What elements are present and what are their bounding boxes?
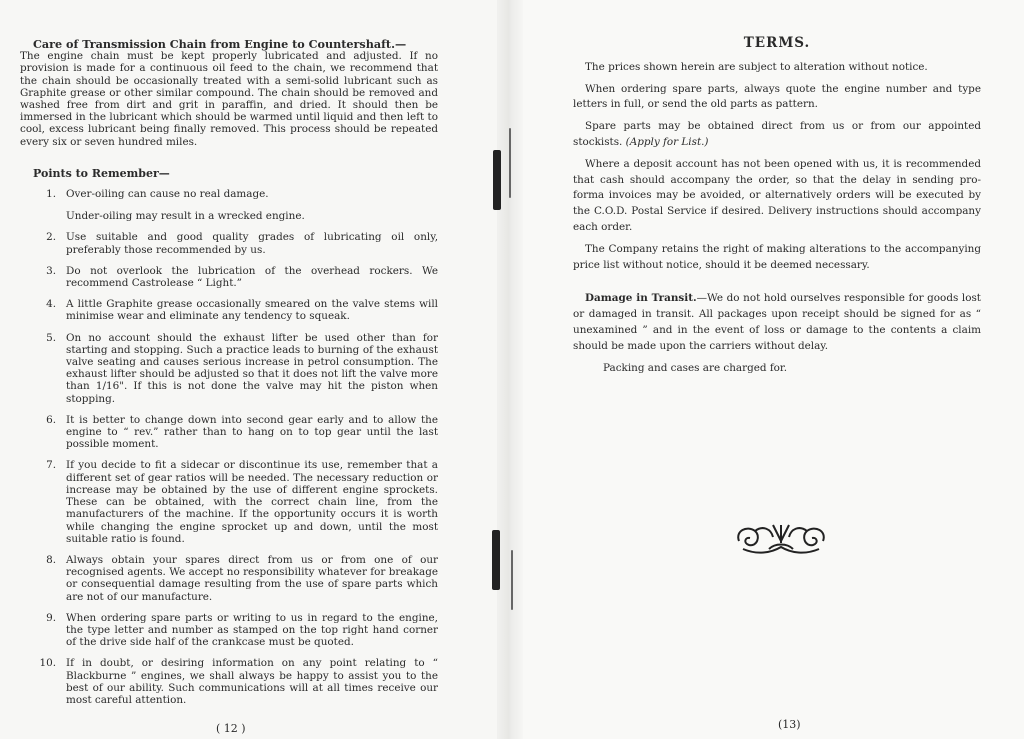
terms-paragraph: When ordering spare parts, always quote the engine number and type letters in full, or send the old parts as pattern. xyxy=(573,82,981,111)
list-item xyxy=(20,332,438,405)
damage-heading: Damage in Transit. xyxy=(585,292,697,305)
list-item-extra: Under-oiling may result in a wrecked engine. xyxy=(66,210,305,223)
list-item-text: If in doubt, or desiring information on any point relating to “ Blackburne ” engines, we shall always be happy to assist you to the best of our ability. Such communications will at all times receive our most careful attention. xyxy=(66,657,438,706)
list-item xyxy=(20,414,438,451)
list-item xyxy=(20,657,438,706)
list-item xyxy=(20,265,438,289)
list-item xyxy=(20,612,438,649)
right-page-content xyxy=(573,36,981,376)
terms-paragraph: Where a deposit account has not been opened with us, it is recommended that cash should accompany the order, so that the delay in sending pro-forma invoices may be avoided, or alternatively orders will be executed by the C.O.D. Postal Service if desired. Delivery instructions should accompany each order. xyxy=(573,157,981,233)
list-item xyxy=(20,188,438,222)
packing-note: Packing and cases are charged for. xyxy=(603,361,788,374)
page-number-left: ( 12 ) xyxy=(216,722,246,735)
list-item-number: 4. xyxy=(46,298,56,311)
list-item xyxy=(20,459,438,544)
damage-paragraph xyxy=(573,291,981,354)
list-item xyxy=(20,554,438,603)
list-item xyxy=(20,231,438,255)
terms-paragraph: The prices shown herein are subject to alteration without notice. xyxy=(585,60,928,73)
left-page-content xyxy=(20,38,438,715)
gutter-binding-mark xyxy=(493,150,501,210)
terms-heading: TERMS. xyxy=(743,35,811,51)
gutter-binding-mark xyxy=(492,530,500,590)
list-item-text: If you decide to fit a sidecar or discontinue its use, remember that a different set of gear ratios will be needed. The necessary reduction or increase may be obtained by the use of different engine sprockets. These can be obtained, with the correct chain line, from the manufacturers of the machine. If the opportunity occurs it is worth while changing the engine sprocket up and down, until the most suitable ratio is found. xyxy=(66,459,438,545)
list-item-text: On no account should the exhaust lifter be used other than for starting and stopping. Such a practice leads to burning of the exhaust valve seating and causes serious increase in petrol consumption. The exhaust lifter should be adjusted so that it does not lift the valve more than 1/16". If this is not done the valve may hit the piston when stopping. xyxy=(66,331,438,405)
care-paragraph: The engine chain must be kept properly lubricated and adjusted. If no provision is made for a continuous oil feed to the chain, we recommend that the chain should be occasionally treated with a semi-solid lubricant such as Graphite grease or other similar compound. The chain should be removed and washed free from dirt and grit in paraffin, and dried. It should then be immersed in the lubricant which should be warmed until liquid and then left to cool, excess lubricant being finally removed. This process should be repeated every six or seven hundred miles. xyxy=(20,50,438,148)
list-item-number: 3. xyxy=(46,264,56,277)
terms-paragraph-text: Spare parts may be obtained direct from us or from our appointed stockists. xyxy=(573,120,981,148)
list-item-number: 7. xyxy=(46,459,56,472)
list-item xyxy=(20,298,438,322)
list-item-text: Do not overlook the lubrication of the overhead rockers. We recommend Castrolease “ Light.” xyxy=(66,264,438,290)
terms-paragraph: The Company retains the right of making alterations to the accompanying price list without notice, should it be deemed necessary. xyxy=(573,242,981,271)
list-item-text: A little Graphite grease occasionally smeared on the valve stems will minimise wear and eliminate any tendency to squeak. xyxy=(66,298,438,323)
book-gutter xyxy=(497,0,523,739)
list-item-number: 10. xyxy=(39,657,56,670)
damage-text: —We do not hold ourselves responsible for goods lost or damaged in transit. All packages upon receipt should be signed for as “ unexamined ” and in the event of loss or damage to the contents a claim should be made upon the carriers without delay. xyxy=(573,292,981,352)
gutter-binding-mark xyxy=(509,128,511,198)
apply-for-list-note: (Apply for List.) xyxy=(625,135,709,148)
terms-paragraph xyxy=(573,119,981,151)
points-heading: Points to Remember— xyxy=(33,166,170,180)
ornament-icon xyxy=(733,519,829,557)
list-item-number: 1. xyxy=(46,188,56,201)
list-item-number: 5. xyxy=(46,331,56,344)
list-item-text: It is better to change down into second gear early and to allow the engine to “ rev.” rather than to hang on to top gear until the last possible moment. xyxy=(66,413,438,451)
list-item-text: When ordering spare parts or writing to us in regard to the engine, the type letter and number as stamped on the top right hand corner of the drive side half of the crankcase must be quoted. xyxy=(66,611,438,649)
list-item-text: Always obtain your spares direct from us or from one of our recognised agents. We accept no responsibility whatever for breakage or consequential damage resulting from the use of spare parts which are not of our manufacture. xyxy=(66,553,438,603)
list-item-text: Use suitable and good quality grades of lubricating oil only, preferably those recommended by us. xyxy=(66,231,438,256)
list-item-number: 2. xyxy=(46,231,56,244)
list-item-text: Over-oiling can cause no real damage. xyxy=(66,188,269,201)
list-item-number: 6. xyxy=(46,413,56,426)
page-number-right: (13) xyxy=(778,718,801,731)
list-item-number: 8. xyxy=(46,553,56,566)
list-item-number: 9. xyxy=(46,611,56,624)
care-heading: Care of Transmission Chain from Engine to Countershaft.— xyxy=(33,37,407,51)
gutter-binding-mark xyxy=(511,550,513,610)
